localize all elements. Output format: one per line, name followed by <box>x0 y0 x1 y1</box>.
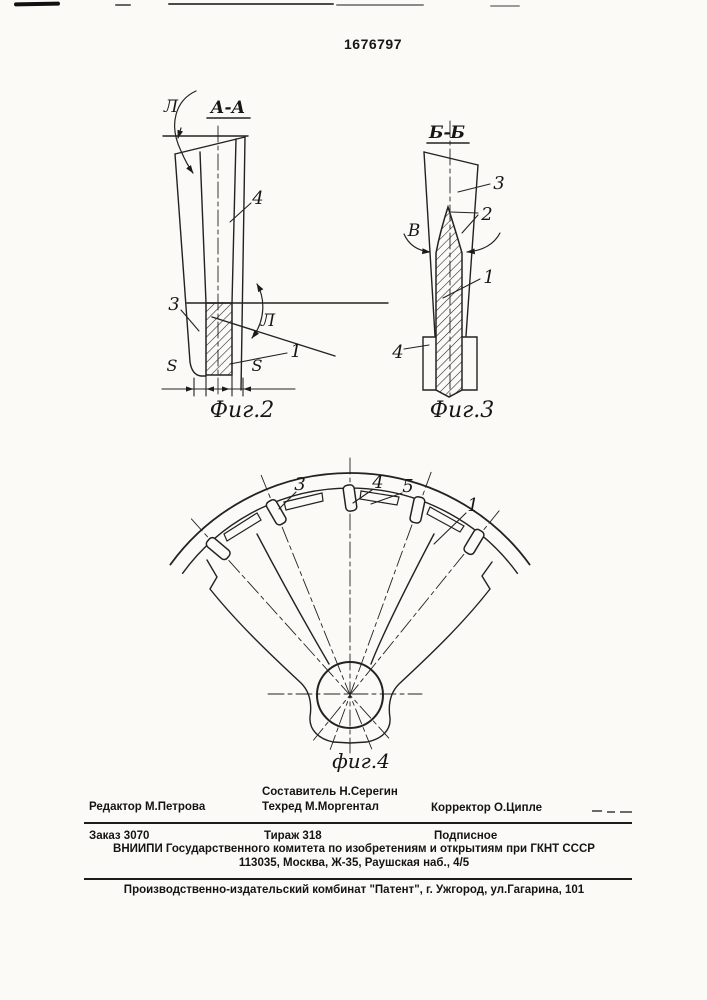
footer-editor: Редактор М.Петрова <box>89 801 206 813</box>
fig2-part-label-4: 4 <box>252 188 264 209</box>
footer-vniipi: ВНИИПИ Государственного комитета по изобретениям и открытиям при ГКНТ СССР <box>113 843 595 855</box>
fig3-part-label-4: 4 <box>392 342 404 363</box>
footer-subscription: Подписное <box>434 830 498 842</box>
fig2-angle-label-top: Л <box>163 97 179 117</box>
fig4-part-label-4: 4 <box>372 472 384 493</box>
fig3-section-label: Б-Б <box>428 123 466 143</box>
fig2-angle-label-right: Л <box>260 311 276 331</box>
fig4-part-label-3: 3 <box>294 474 306 495</box>
fig2-blade-inner-right <box>232 139 236 303</box>
footer-rule-top <box>84 822 632 824</box>
fig4-part-label-5: 5 <box>402 476 414 497</box>
fig3-part-label-3: 3 <box>493 173 505 194</box>
fig3-blade-left-edge <box>424 152 435 336</box>
figure-4 <box>170 458 529 773</box>
fig3-part-label-1: 1 <box>483 267 495 288</box>
footer-corrector: Корректор О.Ципле <box>431 802 543 814</box>
fig2-leader-3 <box>181 310 199 331</box>
fig2-dim-s-right: S <box>251 356 263 375</box>
fig4-arm-left-outer <box>207 560 350 743</box>
fig3-leader-3 <box>458 184 490 192</box>
footer-publisher: Производственно-издательский комбинат "Патент", г. Ужгород, ул.Гагарина, 101 <box>123 884 585 896</box>
fig2-caption: Фиг.2 <box>209 398 275 423</box>
fig2-blade-inner-left <box>200 152 206 303</box>
fig4-caption: фиг.4 <box>332 749 390 773</box>
footer-tirage: Тираж 318 <box>264 830 322 842</box>
fig3-blade-top-edge <box>424 152 478 165</box>
scan-artifact <box>592 810 602 812</box>
footer-techred: Техред М.Моргентал <box>262 801 379 813</box>
fig3-part-label-2: 2 <box>481 204 493 225</box>
fig2-part-label-3: 3 <box>168 294 180 315</box>
figure-2 <box>162 91 388 423</box>
figure-3 <box>391 121 504 423</box>
fig3-angle-label: В <box>407 221 421 241</box>
fig3-insert-hatched <box>436 207 462 397</box>
fig3-leader-4 <box>404 345 429 349</box>
fig2-body-outline-right <box>241 137 245 390</box>
fig2-dimension-s <box>162 376 295 396</box>
scan-artifact <box>607 811 615 813</box>
fig4-arm-right-inner <box>371 534 434 664</box>
fig2-insert-hatched <box>206 303 232 375</box>
fig2-section-label: А-А <box>210 98 246 118</box>
footer-order: Заказ 3070 <box>89 830 150 842</box>
patent-number: 1676797 <box>344 36 403 52</box>
fig4-part-label-1: 1 <box>467 495 479 516</box>
footer-rule-bottom <box>84 878 632 880</box>
fig2-blade-top-edge <box>175 137 245 154</box>
scan-artifact <box>620 811 632 813</box>
footer-address: 113035, Москва, Ж-35, Раушская наб., 4/5 <box>238 857 470 869</box>
fig2-leader-4 <box>230 203 251 222</box>
fig4-arm-right-outer <box>350 562 492 743</box>
fig2-part-label-1: 1 <box>290 341 302 362</box>
fig3-caption: Фиг.3 <box>429 398 495 423</box>
footer-compiler: Составитель Н.Серегин <box>262 786 398 798</box>
fig2-dim-s-left: S <box>166 356 178 375</box>
